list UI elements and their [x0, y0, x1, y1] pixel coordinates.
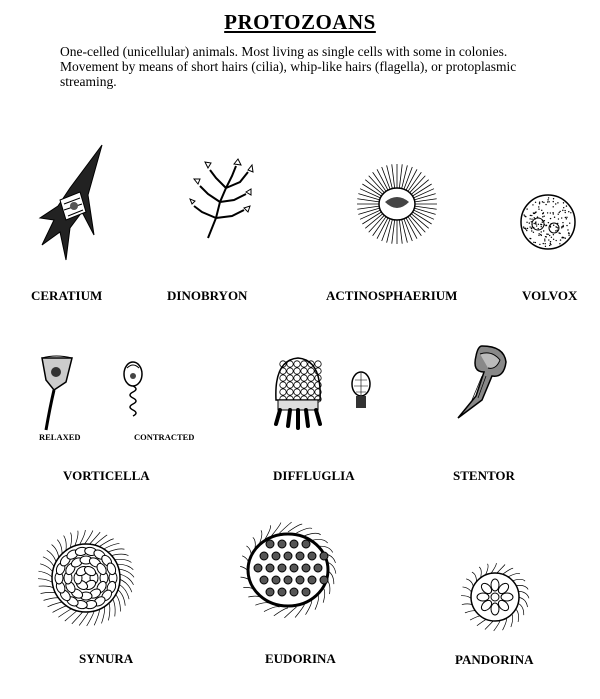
vorticella-contracted-drawing — [118, 358, 148, 420]
label-synura: SYNURA — [79, 651, 134, 666]
label-diffluglia: DIFFLUGLIA — [273, 468, 355, 483]
label-stentor: STENTOR — [453, 468, 515, 483]
diffluglia-drawing — [268, 354, 328, 432]
stentor-drawing — [452, 342, 512, 422]
page-title: PROTOZOANS — [224, 10, 376, 34]
intro-line-3: streaming. — [60, 74, 117, 89]
pandorina-drawing — [458, 560, 533, 635]
label-dinobryon: DINOBRYON — [167, 288, 248, 303]
dinobryon-drawing — [190, 158, 255, 243]
label-vorticella-relaxed: RELAXED — [39, 432, 81, 442]
diffluglia-small-drawing — [350, 370, 372, 410]
vorticella-relaxed-drawing — [36, 352, 76, 432]
intro-line-1: One-celled (unicellular) animals. Most living as single cells with some in colonies. — [60, 44, 508, 59]
label-vorticella: VORTICELLA — [63, 468, 150, 483]
intro-text — [60, 44, 560, 89]
label-volvox: VOLVOX — [522, 288, 578, 303]
eudorina-drawing — [236, 520, 341, 620]
label-actinosphaerium: ACTINOSPHAERIUM — [326, 288, 458, 303]
ceratium-drawing — [30, 140, 110, 275]
label-vorticella-contracted: CONTRACTED — [134, 432, 195, 442]
label-ceratium: CERATIUM — [31, 288, 103, 303]
intro-line-2: Movement by means of short hairs (cilia), whip-like hairs (flagella), or protoplasmic — [60, 59, 517, 74]
synura-drawing — [34, 528, 139, 628]
actinosphaerium-drawing — [355, 162, 440, 247]
label-pandorina: PANDORINA — [455, 652, 534, 667]
label-eudorina: EUDORINA — [265, 651, 336, 666]
volvox-drawing — [518, 192, 578, 252]
